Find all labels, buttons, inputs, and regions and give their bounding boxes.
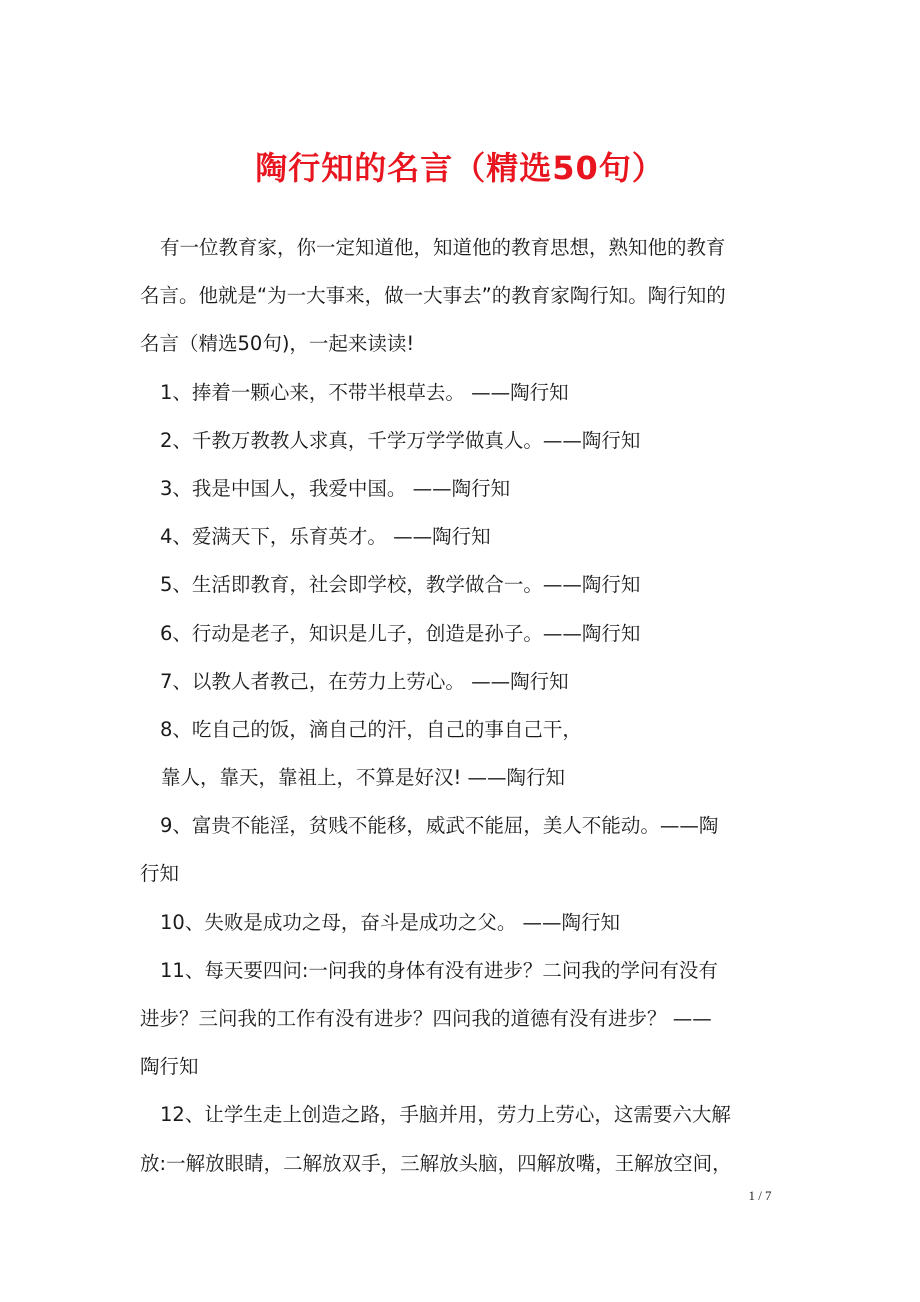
quote-line: 12、让学生走上创造之路，手脑并用，劳力上劳心，这需要六大解 bbox=[160, 1103, 731, 1127]
quote-line: 靠人，靠天，靠祖上，不算是好汉! ——陶行知 bbox=[161, 766, 566, 790]
page-number: 1 / 7 bbox=[748, 1188, 772, 1203]
quote-line: 1、捧着一颗心来，不带半根草去。 ——陶行知 bbox=[160, 380, 569, 404]
quote-line: 行知 bbox=[140, 862, 180, 886]
quote-line: 放:一解放眼睛，二解放双手，三解放头脑，四解放嘴，王解放空间， bbox=[140, 1151, 732, 1175]
paragraph-line: 名言。他就是“为一大事来，做一大事去”的教育家陶行知。陶行知的 bbox=[140, 284, 726, 308]
quote-line: 10、失败是成功之母，奋斗是成功之父。 ——陶行知 bbox=[160, 910, 621, 934]
quote-line: 11、每天要四问:一问我的身体有没有进步？二问我的学问有没有 bbox=[160, 958, 718, 982]
document-body bbox=[140, 224, 782, 1188]
quote-line: 3、我是中国人，我爱中国。 ——陶行知 bbox=[160, 476, 511, 500]
quote-line: 8、吃自己的饭，滴自己的汗，自己的事自己干， bbox=[160, 717, 582, 741]
document-title: 陶行知的名言（精选50句） bbox=[255, 149, 665, 187]
quote-line: 2、千教万教教人求真，千学万学学做真人。——陶行知 bbox=[160, 428, 641, 452]
paragraph-line: 名言（精选50句)，一起来读读! bbox=[140, 332, 415, 356]
paragraph-line: 有一位教育家，你一定知道他，知道他的教育思想，熟知他的教育 bbox=[160, 236, 726, 259]
quote-line: 6、行动是老子，知识是儿子，创造是孙子。——陶行知 bbox=[160, 621, 641, 645]
quote-line: 进步？三问我的工作有没有进步？四问我的道德有没有进步？ —— bbox=[140, 1007, 712, 1030]
quote-line: 7、以教人者教己，在劳力上劳心。 ——陶行知 bbox=[160, 669, 569, 693]
quote-line: 4、爱满天下，乐育英才。 ——陶行知 bbox=[160, 525, 491, 549]
quote-line: 5、生活即教育，社会即学校，教学做合一。——陶行知 bbox=[160, 573, 641, 597]
quote-line: 9、富贵不能淫，贫贱不能移，威武不能屈，美人不能动。——陶 bbox=[160, 814, 719, 838]
quote-line: 陶行知 bbox=[140, 1055, 199, 1079]
